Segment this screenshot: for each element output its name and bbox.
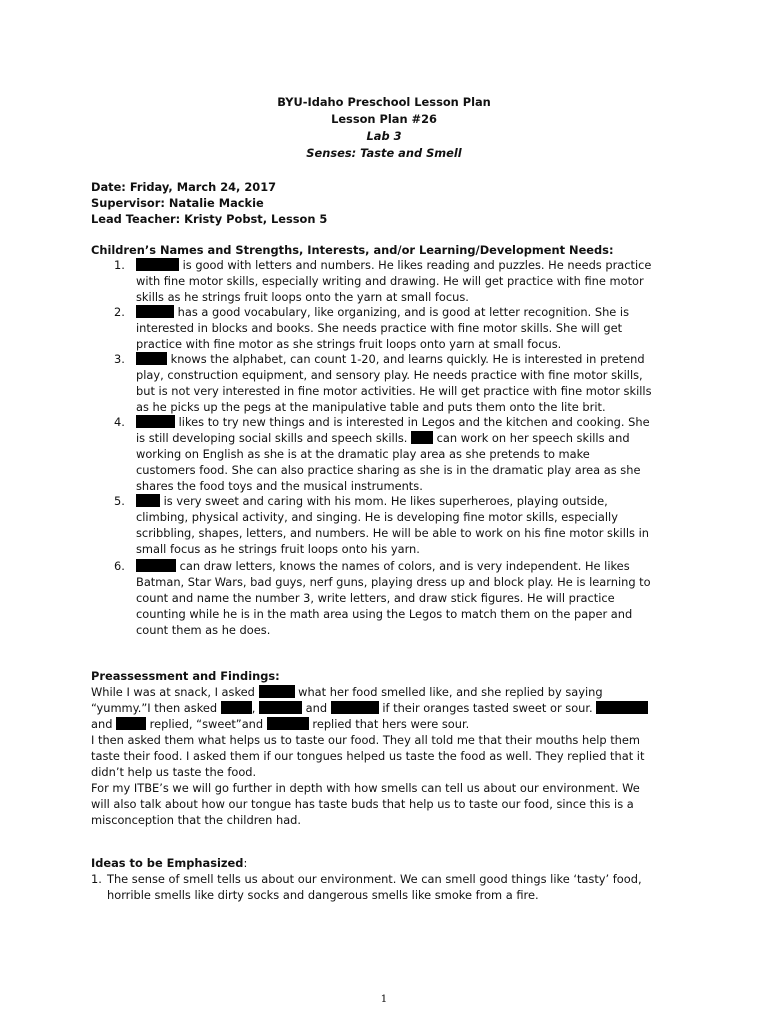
redaction-box xyxy=(116,717,146,730)
paragraph-line: I then asked them what helps us to taste our food. They all told me that their mouths help them xyxy=(91,733,641,747)
list-item-line: working on English as she is at the dramatic play area as she pretends to make xyxy=(136,447,590,461)
list-number: 5. xyxy=(114,494,125,508)
ideas-heading: Ideas to be Emphasized: xyxy=(91,856,248,870)
paragraph-line: didn’t help us taste the food. xyxy=(91,765,257,779)
redaction-box xyxy=(596,701,648,714)
lead-teacher-line: Lead Teacher: Kristy Pobst, Lesson 5 xyxy=(91,212,328,226)
redaction-box xyxy=(136,258,179,271)
lab-label: Lab 3 xyxy=(366,129,402,143)
list-item-line: count and name the number 3, write letters, and draw stick figures. He will practice xyxy=(136,591,615,605)
redaction-box xyxy=(136,305,174,318)
paragraph-line: and replied, “sweet”and replied that hers were sour. xyxy=(91,717,470,731)
paragraph-line: misconception that the children had. xyxy=(91,813,302,827)
page-number: 1 xyxy=(380,993,388,1005)
list-item-line: interested in blocks and books. She needs practice with fine motor skills. She will get xyxy=(136,321,623,335)
redaction-box xyxy=(221,701,252,714)
list-item-line: horrible smells like dirty socks and dangerous smells like smoke from a fire. xyxy=(107,888,539,902)
list-item-line: practice with fine motor as she strings fruit loops onto yarn at small focus. xyxy=(136,337,562,351)
list-item-line: customers food. She can also practice sharing as she is in the dramatic play area as she xyxy=(136,463,641,477)
list-item-line: likes to try new things and is interested in Legos and the kitchen and cooking. She xyxy=(136,415,650,430)
list-item-line: shares the food toys and the musical instruments. xyxy=(136,479,423,493)
list-item-line: small focus as he strings fruit loops onto his yarn. xyxy=(136,542,420,556)
list-item-line: with fine motor skills, especially writing and drawing. He will get practice with fine motor xyxy=(136,274,644,288)
list-number: 1. xyxy=(114,258,125,272)
list-item-line: climbing, physical activity, and singing. He is developing fine motor skills, especially xyxy=(136,510,618,524)
date-line: Date: Friday, March 24, 2017 xyxy=(91,180,277,194)
redaction-box xyxy=(331,701,379,714)
supervisor-line: Supervisor: Natalie Mackie xyxy=(91,196,264,210)
list-item-line: as he picks up the pegs at the manipulative table and puts them onto the lite brit. xyxy=(136,400,606,414)
children-heading: Children’s Names and Strengths, Interests, and/or Learning/Development Needs: xyxy=(91,243,614,257)
paragraph-line: will also talk about how our tongue has taste buds that help us to taste our food, since this is a xyxy=(91,797,634,811)
list-item-line: Batman, Star Wars, bad guys, nerf guns, playing dress up and block play. He is learning to xyxy=(136,575,651,589)
list-item-line: scribbling, shapes, letters, and numbers. He will be able to work on his fine motor skills in xyxy=(136,526,649,540)
redaction-box xyxy=(136,494,160,507)
redaction-box xyxy=(411,431,433,444)
topic-label: Senses: Taste and Smell xyxy=(306,146,462,160)
preassessment-heading: Preassessment and Findings: xyxy=(91,669,280,683)
list-item-line: but is not very interested in fine motor activities. He will get practice with fine motor skills xyxy=(136,384,652,398)
redaction-box xyxy=(136,415,175,428)
list-item-line: play, construction equipment, and sensory play. He needs practice with fine motor skills, xyxy=(136,368,643,382)
list-item-line: is good with letters and numbers. He likes reading and puzzles. He needs practice xyxy=(136,258,651,273)
list-item-line: is very sweet and caring with his mom. He likes superheroes, playing outside, xyxy=(136,494,608,509)
list-number: 1. xyxy=(91,872,102,886)
list-item-line: has a good vocabulary, like organizing, and is good at letter recognition. She is xyxy=(136,305,629,320)
paragraph-line: taste their food. I asked them if our tongues helped us taste the food as well. They replied that it xyxy=(91,749,645,763)
paragraph-line: For my ITBE’s we will go further in depth with how smells can tell us about our environment. We xyxy=(91,781,640,795)
list-item-line: counting while he is in the math area using the Legos to match them on the paper and xyxy=(136,607,633,621)
list-number: 6. xyxy=(114,559,125,573)
redaction-box xyxy=(267,717,309,730)
list-item-line: count them as he does. xyxy=(136,623,271,637)
paragraph-line: While I was at snack, I asked what her food smelled like, and she replied by saying xyxy=(91,685,603,699)
redaction-box xyxy=(136,559,176,572)
list-item-line: is still developing social skills and speech skills. can work on her speech skills and xyxy=(136,431,630,445)
redaction-box xyxy=(136,352,167,365)
list-item-line: The sense of smell tells us about our environment. We can smell good things like ‘tasty’ food, xyxy=(107,872,642,886)
redaction-box xyxy=(259,701,302,714)
list-item-line: knows the alphabet, can count 1-20, and learns quickly. He is interested in pretend xyxy=(136,352,645,367)
list-number: 3. xyxy=(114,352,125,366)
lesson-plan-number: Lesson Plan #26 xyxy=(331,112,437,126)
list-item-line: can draw letters, knows the names of colors, and is very independent. He likes xyxy=(136,559,630,574)
list-number: 2. xyxy=(114,305,125,319)
paragraph-line: “yummy.”I then asked , and if their oranges tasted sweet or sour. xyxy=(91,701,648,716)
redaction-box xyxy=(259,685,295,698)
list-number: 4. xyxy=(114,415,125,429)
document-title: BYU-Idaho Preschool Lesson Plan xyxy=(277,95,491,109)
list-item-line: skills as he strings fruit loops onto the yarn at small focus. xyxy=(136,290,469,304)
